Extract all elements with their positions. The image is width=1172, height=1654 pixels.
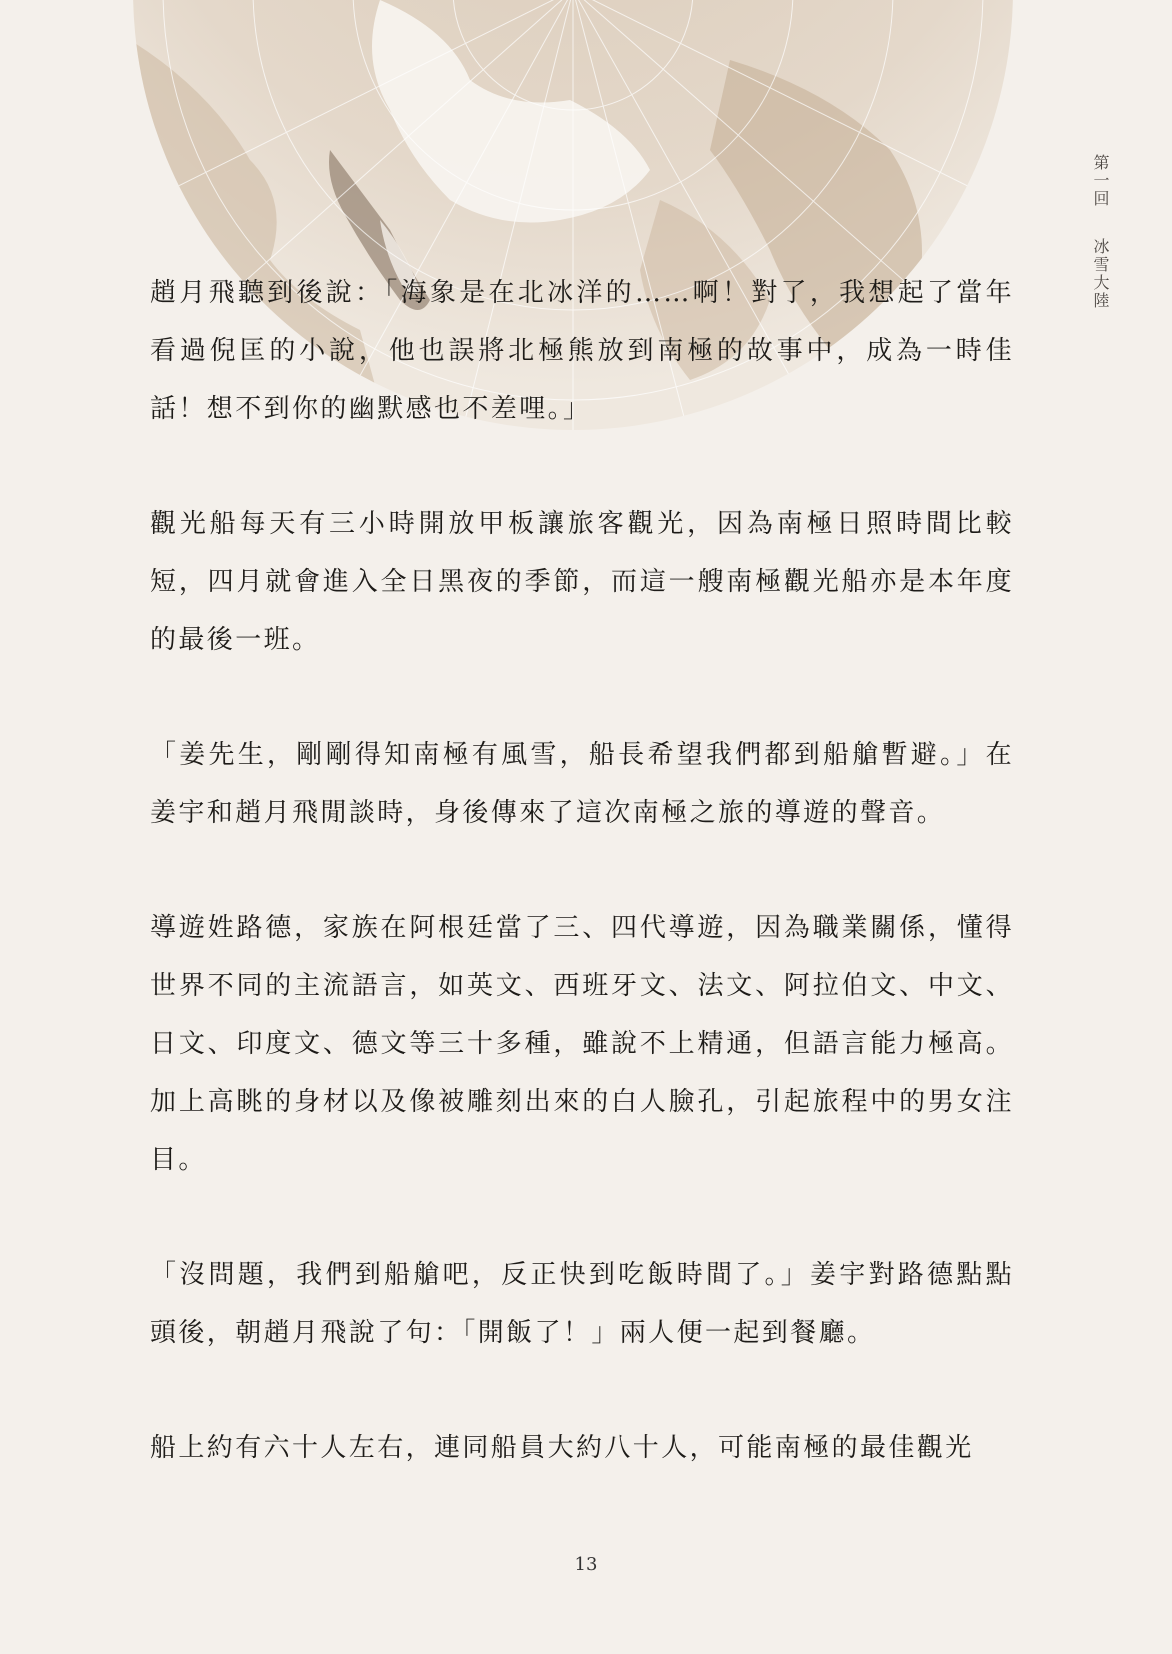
paragraph: 觀光船每天有三小時開放甲板讓旅客觀光，因為南極日照時間比較短，四月就會進入全日黑夜的季節，而這一艘南極觀光船亦是本年度的最後一班。 [150,509,1014,655]
page-number: 13 [574,1554,598,1575]
paragraph: 趙月飛聽到後說：「海象是在北冰洋的……啊！對了，我想起了當年看過倪匡的小說，他也誤將北極熊放到南極的故事中，成為一時佳話！想不到你的幽默感也不差哩。」 [150,278,1014,424]
body-text [150,264,1014,1534]
chapter-label: 第一回 [1091,154,1110,208]
paragraph: 「沒問題，我們到船艙吧，反正快到吃飯時間了。」姜宇對路德點點頭後，朝趙月飛說了句：「開飯了！」兩人便一起到餐廳。 [150,1260,1014,1348]
paragraph: 「姜先生，剛剛得知南極有風雪，船長希望我們都到船艙暫避。」在姜宇和趙月飛閒談時，身後傳來了這次南極之旅的導遊的聲音。 [150,740,1014,828]
paragraph: 船上約有六十人左右，連同船員大約八十人，可能南極的最佳觀光 [150,1433,974,1463]
paragraph: 導遊姓路德，家族在阿根廷當了三、四代導遊，因為職業關係，懂得世界不同的主流語言，如英文、西班牙文、法文、阿拉伯文、中文、日文、印度文、德文等三十多種，雖說不上精通，但語言能力極高。加上高眺的身材以及像被雕刻出來的白人臉孔，引起旅程中的男女注目。 [150,913,1014,1175]
chapter-title: 冰雪大陸 [1091,238,1110,310]
running-header [1088,154,1112,310]
